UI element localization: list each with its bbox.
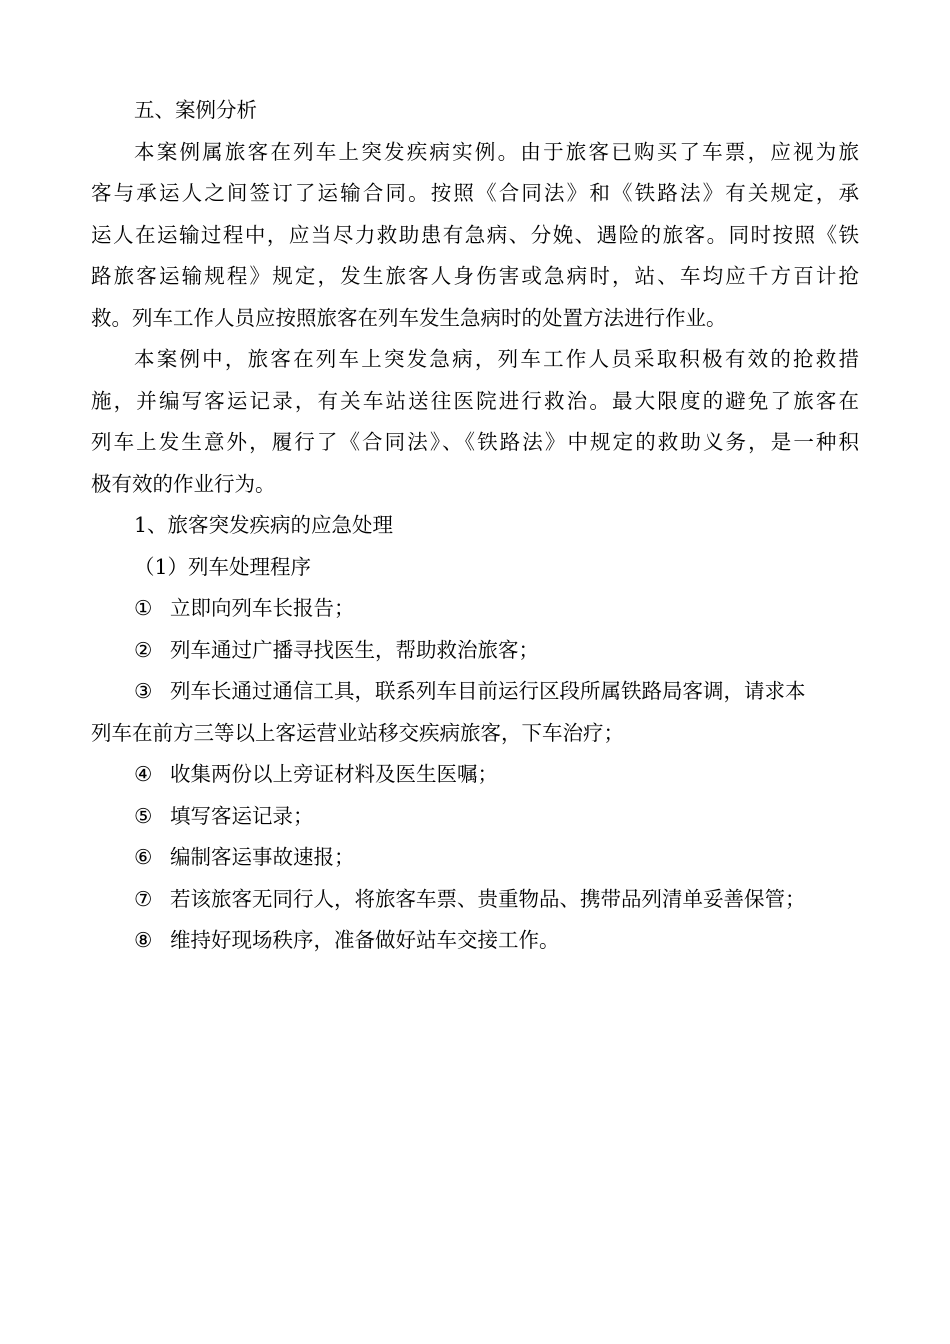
step-number: ⑧ [134, 928, 153, 952]
list-item [91, 796, 859, 838]
step-text: 收集两份以上旁证材料及医生医嘱； [170, 762, 498, 786]
procedure-list [91, 588, 859, 962]
step-text: 填写客运记录； [170, 803, 314, 828]
document-page [91, 90, 859, 962]
step-text: 立即向列车长报告； [170, 596, 355, 620]
paragraph-line: 本案例属旅客在列车上突发疾病实例。由于旅客已购买了车票，应视为旅 [134, 139, 859, 164]
list-item-continuation: 列车在前方三等以上客运营业站移交疾病旅客，下车治疗； [91, 720, 624, 745]
step-number: ⑦ [134, 886, 153, 911]
paragraph-line: 运人在运输过程中，应当尽力救助患有急病、分娩、遇险的旅客。同时按照《铁 [91, 222, 859, 247]
list-item [91, 588, 859, 630]
step-text: 列车通过广播寻找医生，帮助救治旅客； [170, 637, 539, 662]
step-number: ① [134, 596, 153, 620]
step-number: ⑤ [134, 803, 153, 828]
paragraph-line: 施，并编写客运记录，有关车站送往医院进行救治。最大限度的避免了旅客在 [91, 388, 859, 413]
step-number: ② [134, 637, 153, 662]
paragraph-line: 救。列车工作人员应按照旅客在列车发生急病时的处置方法进行作业。 [91, 305, 727, 330]
paragraph-line: 列车上发生意外，履行了《合同法》、《铁路法》中规定的救助义务，是一种积 [91, 430, 859, 454]
step-number: ④ [134, 762, 153, 786]
step-text: 维持好现场秩序，准备做好站车交接工作。 [170, 928, 560, 952]
step-number: ③ [134, 679, 153, 703]
step-text: 列车长通过通信工具，联系列车目前运行区段所属铁路局客调，请求本 [170, 679, 806, 703]
list-item [91, 879, 859, 921]
list-item [91, 837, 859, 879]
subsection-title: （1）列车处理程序 [134, 554, 312, 579]
section-title: 1、旅客突发疾病的应急处理 [134, 513, 394, 537]
paragraph-line: 客与承运人之间签订了运输合同。按照《合同法》和《铁路法》有关规定，承 [91, 181, 859, 205]
list-item [91, 630, 859, 672]
step-number: ⑥ [134, 845, 153, 869]
step-text: 编制客运事故速报； [170, 845, 355, 869]
paragraph-line: 路旅客运输规程》规定，发生旅客人身伤害或急病时，站、车均应千方百计抢 [91, 264, 859, 288]
step-text: 若该旅客无同行人，将旅客车票、贵重物品、携带品列清单妥善保管； [170, 886, 806, 911]
paragraph-case-type [91, 132, 859, 340]
section-heading: 五、案例分析 [134, 98, 257, 122]
paragraph-line: 极有效的作业行为。 [91, 471, 276, 496]
list-item [91, 920, 859, 962]
paragraph-case-summary [91, 339, 859, 505]
list-item [91, 754, 859, 796]
paragraph-line: 本案例中，旅客在列车上突发急病，列车工作人员采取积极有效的抢救措 [134, 347, 859, 371]
list-item [91, 671, 859, 713]
